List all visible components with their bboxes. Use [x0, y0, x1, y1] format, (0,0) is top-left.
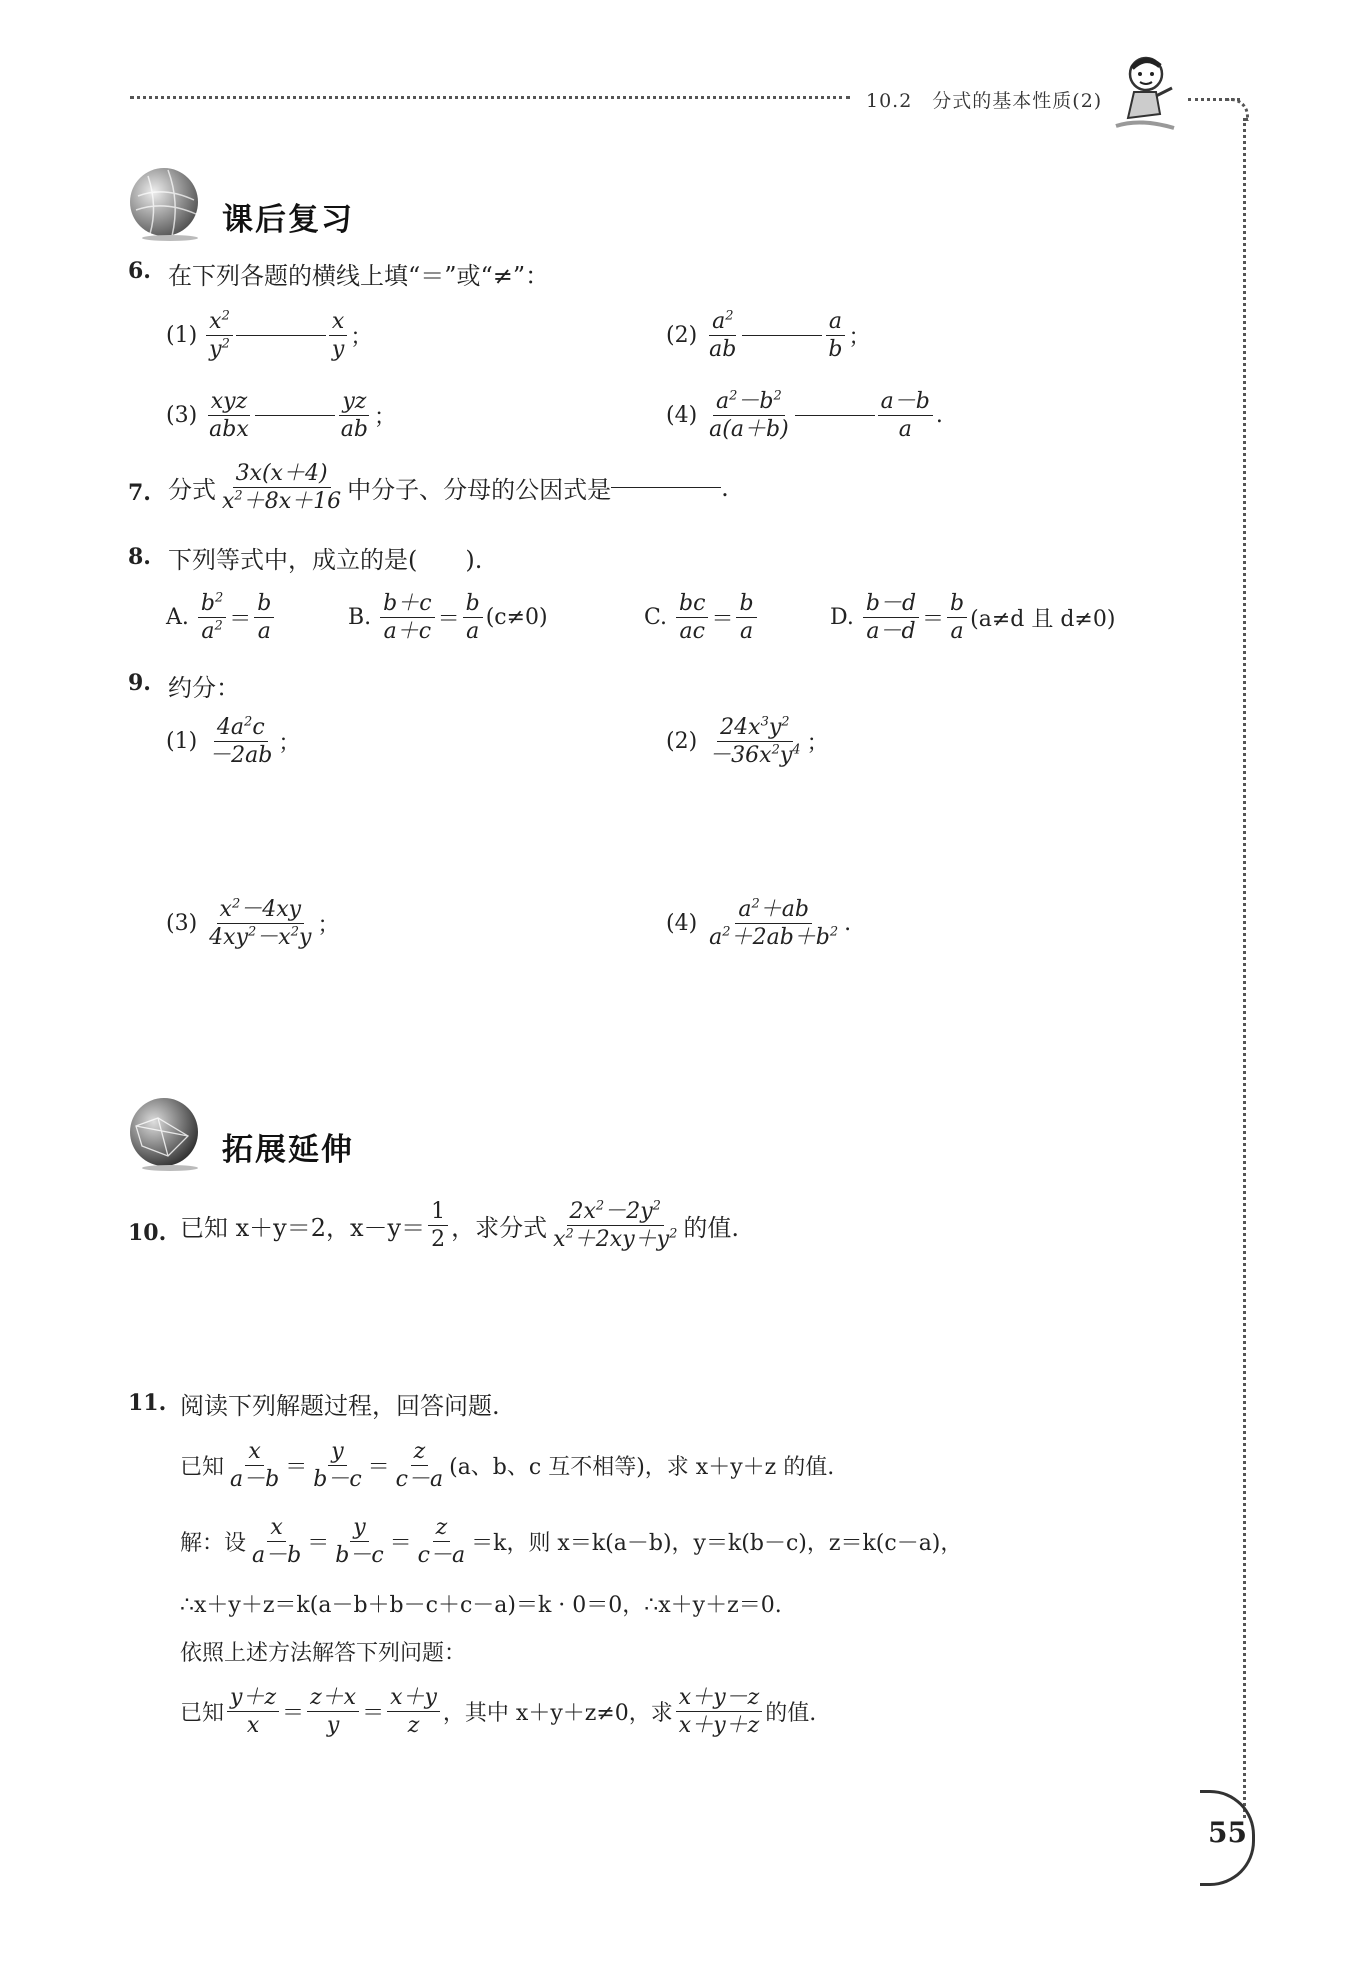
q6-prompt: 在下列各题的横线上填“＝”或“≠”：	[168, 262, 550, 290]
q8-option-b[interactable]: B. $\frac{b+c}{a+c}$ ＝ $\frac{b}{a}$ (c≠0)	[348, 591, 548, 645]
q11-instruction: 依照上述方法解答下列问题：	[180, 1641, 467, 1666]
q8-number: 8.	[128, 544, 151, 570]
q9-item-4: (4) $\frac{a^2+ab}{a^2+2ab+b^2}$ .	[666, 896, 852, 951]
q10-body: 已知 x＋y＝2，x－y＝ $\frac{1}{2}$ ，求分式 $\frac{2x^2-2y^2}{x^2+2xy+y^2}$ 的值.	[180, 1198, 739, 1253]
answer-blank[interactable]	[611, 487, 721, 488]
q6-item-1: (1) $\frac{x^2}{y^2}$ $\frac{x}{y}$ ；	[166, 308, 373, 363]
sphere-icon	[128, 166, 204, 246]
q11-prompt: 阅读下列解题过程，回答问题.	[180, 1392, 500, 1420]
q11-task: 已知 $\frac{y+z}{x}$ ＝ $\frac{z+x}{y}$ ＝ $\frac{x+y}{z}$ ，其中 x＋y＋z≠0，求 $\frac{x+y-z}{x+y+z}$ 的值.	[180, 1685, 817, 1739]
q8-option-d[interactable]: D. $\frac{b-d}{a-d}$ ＝ $\frac{b}{a}$ (a≠d 且 d≠0)	[830, 591, 1116, 645]
q11-solution: 解：设 $\frac{x}{a-b}$ ＝ $\frac{y}{b-c}$ ＝ $\frac{z}{c-a}$ ＝k，则 x＝k(a－b)，y＝k(b－c)，z＝k(c－a)，	[180, 1515, 963, 1569]
q7-body: 分式 $\frac{3x(x+4)}{x^2+8x+16}$ 中分子、分母的公因式是 .	[168, 461, 729, 515]
answer-blank[interactable]	[742, 335, 822, 336]
q6-item-3: (3) $\frac{\text{xyz}}{\text{abx}}$ $\frac{yz}{ab}$ ；	[166, 389, 396, 443]
q8-option-a[interactable]: A. $\frac{b^2}{a^2}$ ＝ $\frac{b}{a}$	[166, 592, 277, 643]
page-number: 55	[1208, 1816, 1247, 1849]
q9-prompt: 约分：	[168, 674, 240, 702]
q8-option-c[interactable]: C. $\frac{bc}{ac}$ ＝ $\frac{b}{a}$	[644, 592, 760, 643]
q6-number: 6.	[128, 258, 151, 284]
header-section-title: 10.2 分式的基本性质(2)	[866, 90, 1103, 112]
q6-item-2: (2) $\frac{a^2}{ab}$ $\frac{a}{b}$ ；	[666, 308, 871, 363]
section-title-extension: 拓展延伸	[222, 1132, 354, 1168]
right-margin-rule	[1243, 118, 1246, 1818]
q11-number: 11.	[128, 1390, 167, 1416]
answer-blank[interactable]	[795, 415, 875, 416]
header-rule-left	[130, 96, 850, 99]
sphere-network-icon	[128, 1096, 204, 1176]
q10-number: 10.	[128, 1220, 167, 1246]
q9-item-1: (1) $\frac{4a^2c}{-2ab}$ ；	[166, 714, 301, 769]
q11-therefore: ∴x＋y＋z＝k(a－b＋b－c＋c－a)＝k · 0＝0，∴x＋y＋z＝0.	[180, 1593, 782, 1618]
q6-item-4: (4) $\frac{a^2-b^2}{a(a+b)}$ $\frac{a-b}{a}$ .	[666, 388, 943, 443]
q9-number: 9.	[128, 670, 151, 696]
q7-number: 7.	[128, 480, 151, 506]
q9-item-3: (3) $\frac{x^2-4xy}{4xy^2-x^2y}$ ；	[166, 896, 340, 951]
q11-given: 已知 $\frac{x}{a-b}$ ＝ $\frac{y}{b-c}$ ＝ $\frac{z}{c-a}$ (a、b、c 互不相等)，求 x＋y＋z 的值.	[180, 1439, 835, 1493]
q9-item-2: (2) $\frac{24x^3y^2}{-36x^2y^4}$ ；	[666, 714, 829, 769]
q8-prompt: 下列等式中，成立的是( ).	[168, 546, 483, 574]
answer-blank[interactable]	[236, 335, 326, 336]
mascot-icon	[1110, 52, 1182, 136]
answer-blank[interactable]	[255, 415, 335, 416]
section-title-review: 课后复习	[222, 202, 354, 238]
